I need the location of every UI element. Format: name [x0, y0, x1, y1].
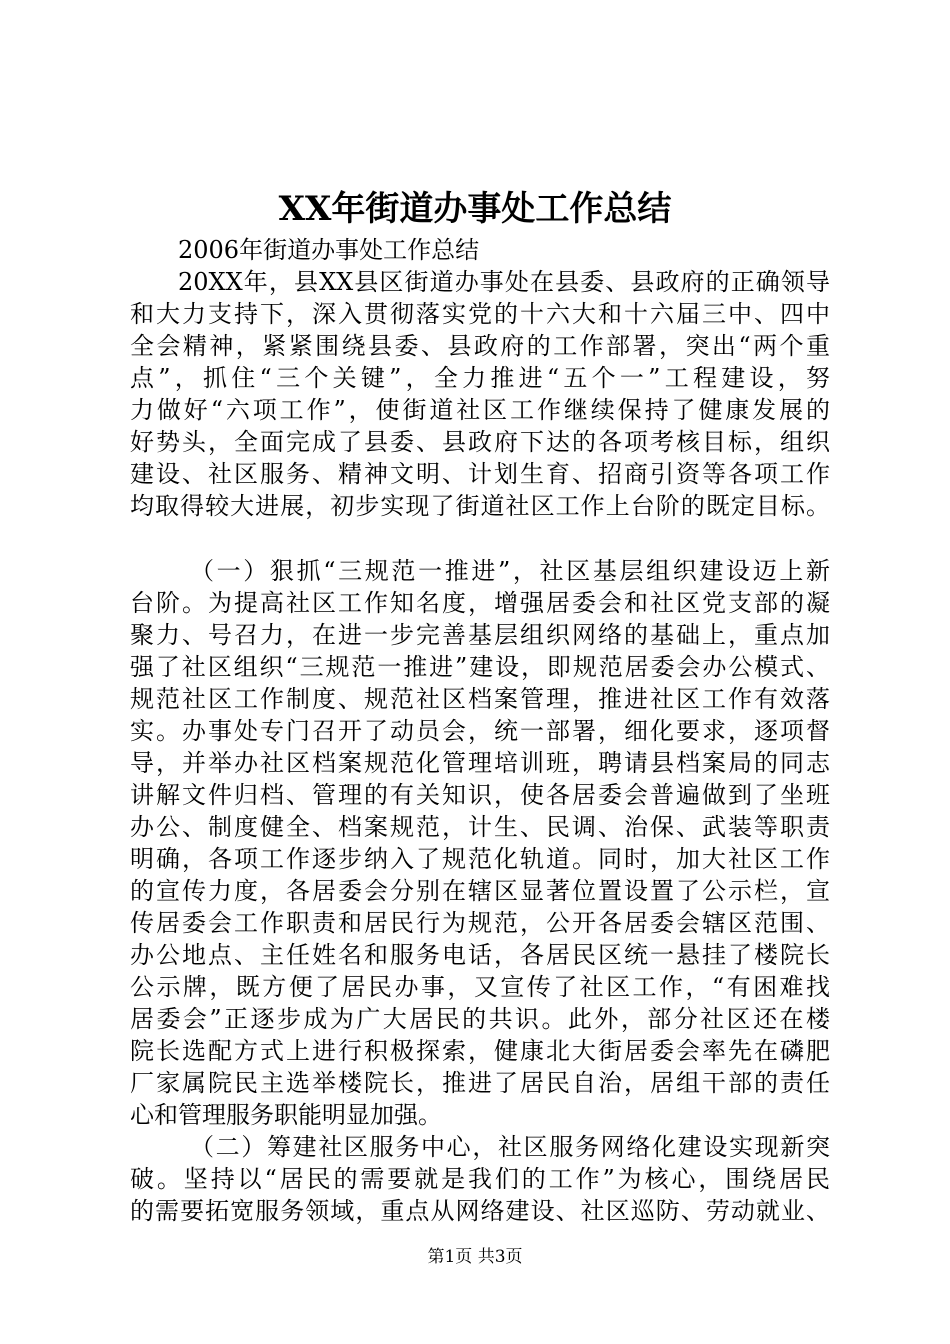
paragraph-2 — [130, 555, 830, 1131]
text-line: 20XX年，县XX县区街道办事处在县委、县政府的正确领导 — [178, 268, 830, 296]
text-line: 破。坚持以“居民的需要就是我们的工作”为核心，围绕居民 — [130, 1165, 830, 1193]
text-line: 建设、社区服务、精神文明、计划生育、招商引资等各项工作 — [130, 460, 830, 488]
text-line: 力做好“六项工作”，使街道社区工作继续保持了健康发展的 — [130, 396, 830, 424]
text-line: 全会精神，紧紧围绕县委、县政府的工作部署，突出“两个重 — [130, 332, 830, 360]
text-line: 院长选配方式上进行积极探索，健康北大街居委会率先在磷肥 — [130, 1037, 830, 1065]
page-footer: 第1页 共3页 — [427, 1247, 523, 1267]
text-line: 规范社区工作制度、规范社区档案管理，推进社区工作有效落 — [130, 685, 830, 713]
document-body — [130, 234, 830, 1227]
text-line: 均取得较大进展，初步实现了街道社区工作上台阶的既定目标。 — [130, 492, 830, 520]
text-line: 聚力、号召力，在进一步完善基层组织网络的基础上，重点加 — [130, 621, 830, 649]
text-line: 导，并举办社区档案规范化管理培训班，聘请县档案局的同志 — [130, 749, 830, 777]
paragraph-1 — [130, 266, 830, 522]
text-line: 居委会”正逐步成为广大居民的共识。此外，部分社区还在楼 — [130, 1005, 830, 1033]
text-line: 的宣传力度，各居委会分别在辖区显著位置设置了公示栏，宣 — [130, 877, 830, 905]
document-subtitle: 2006年街道办事处工作总结 — [178, 236, 480, 264]
text-line: （一）狠抓“三规范一推进”，社区基层组织建设迈上新 — [190, 557, 830, 585]
paragraph-gap — [130, 522, 830, 555]
text-line: 办公地点、主任姓名和服务电话，各居民区统一悬挂了楼院长 — [130, 941, 830, 969]
text-line: （二）筹建社区服务中心，社区服务网络化建设实现新突 — [190, 1133, 830, 1161]
text-line: 强了社区组织“三规范一推进”建设，即规范居委会办公模式、 — [130, 653, 830, 681]
text-line: 公示牌，既方便了居民办事，又宣传了社区工作，“有困难找 — [130, 973, 830, 1001]
text-line: 实。办事处专门召开了动员会，统一部署，细化要求，逐项督 — [130, 717, 830, 745]
text-line: 的需要拓宽服务领域，重点从网络建设、社区巡防、劳动就业、 — [130, 1197, 830, 1225]
text-line: 讲解文件归档、管理的有关知识，使各居委会普遍做到了坐班 — [130, 781, 830, 809]
text-line: 和大力支持下，深入贯彻落实党的十六大和十六届三中、四中 — [130, 300, 830, 328]
text-line: 厂家属院民主选举楼院长，推进了居民自治，居组干部的责任 — [130, 1069, 830, 1097]
text-line: 台阶。为提高社区工作知名度，增强居委会和社区党支部的凝 — [130, 589, 830, 617]
paragraph-3 — [130, 1131, 830, 1227]
text-line: 好势头，全面完成了县委、县政府下达的各项考核目标，组织 — [130, 428, 830, 456]
text-line: 明确，各项工作逐步纳入了规范化轨道。同时，加大社区工作 — [130, 845, 830, 873]
text-line: 点”，抓住“三个关键”，全力推进“五个一”工程建设，努 — [130, 364, 830, 392]
text-line: 心和管理服务职能明显加强。 — [130, 1101, 442, 1129]
text-line: 办公、制度健全、档案规范，计生、民调、治保、武装等职责 — [130, 813, 830, 841]
text-line: 传居委会工作职责和居民行为规范，公开各居委会辖区范围、 — [130, 909, 830, 937]
document-title: XX年街道办事处工作总结 — [278, 189, 672, 229]
